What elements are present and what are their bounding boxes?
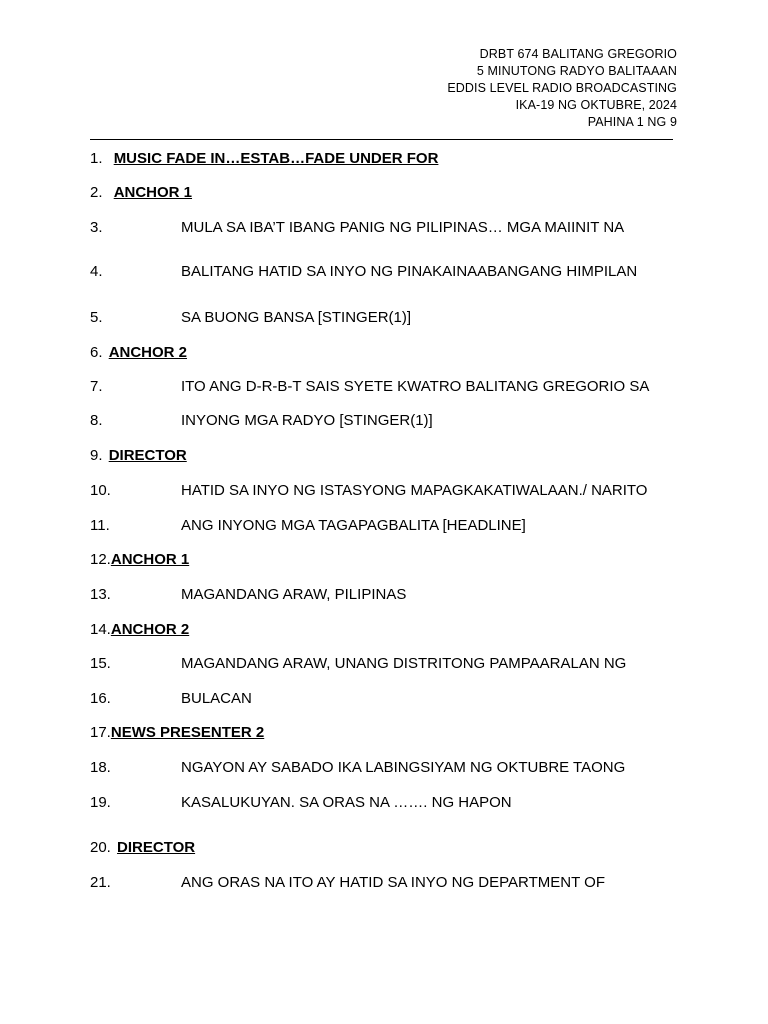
script-line-9 — [90, 447, 187, 464]
dialogue-text: MULA SA IBA’T IBANG PANIG NG PILIPINAS… MGA MAIINIT NA — [181, 219, 625, 236]
line-number: 12. — [90, 551, 111, 568]
script-line-17 — [90, 724, 264, 741]
script-line-6 — [90, 344, 187, 361]
script-line-20 — [90, 839, 195, 856]
cue-label: ANCHOR 1 — [113, 184, 193, 201]
dialogue-text: HATID SA INYO NG ISTASYONG MAPAGKAKATIWALAAN./ NARITO — [181, 482, 648, 499]
document-header — [447, 46, 677, 131]
line-number: 8. — [90, 412, 103, 429]
line-number: 1. — [90, 150, 103, 167]
cue-label: DIRECTOR — [117, 839, 196, 856]
line-number: 20. — [90, 839, 111, 856]
dialogue-text: BALITANG HATID SA INYO NG PINAKAINAABANGANG HIMPILAN — [181, 263, 638, 280]
line-number: 5. — [90, 309, 103, 326]
script-line-15 — [90, 655, 627, 672]
script-line-12 — [90, 551, 189, 568]
script-line-1 — [90, 150, 438, 167]
line-number: 21. — [90, 874, 111, 891]
program-code: DRBT 674 BALITANG GREGORIO — [479, 47, 677, 61]
cue-label: ANCHOR 2 — [108, 344, 188, 361]
line-number: 11. — [90, 517, 110, 534]
script-line-10 — [90, 482, 648, 499]
dialogue-text: SA BUONG BANSA [STINGER(1)] — [181, 309, 412, 326]
line-number: 7. — [90, 378, 103, 395]
script-line-8 — [90, 412, 433, 429]
broadcast-date: IKA-19 NG OKTUBRE, 2024 — [515, 98, 677, 112]
line-number: 4. — [90, 263, 103, 280]
script-line-2 — [90, 184, 192, 201]
cue-label: NEWS PRESENTER 2 — [110, 724, 265, 741]
page-indicator: PAHINA 1 NG 9 — [587, 115, 677, 129]
line-number: 17. — [90, 724, 111, 741]
dialogue-text: MAGANDANG ARAW, PILIPINAS — [181, 586, 407, 603]
dialogue-text: ANG INYONG MGA TAGAPAGBALITA [HEADLINE] — [181, 517, 526, 534]
script-line-11 — [90, 517, 526, 534]
dialogue-text: INYONG MGA RADYO [STINGER(1)] — [181, 412, 433, 429]
dialogue-text: BULACAN — [181, 690, 252, 707]
line-number: 10. — [90, 482, 111, 499]
line-number: 19. — [90, 794, 111, 811]
script-line-21 — [90, 874, 605, 891]
script-line-5 — [90, 309, 412, 326]
line-number: 3. — [90, 219, 103, 236]
line-number: 14. — [90, 621, 111, 638]
script-line-4 — [90, 263, 638, 280]
script-line-13 — [90, 586, 407, 603]
script-line-19 — [90, 794, 512, 811]
dialogue-text: ANG ORAS NA ITO AY HATID SA INYO NG DEPARTMENT OF — [181, 874, 605, 891]
cue-label: ANCHOR 1 — [110, 551, 190, 568]
dialogue-text: NGAYON AY SABADO IKA LABINGSIYAM NG OKTUBRE TAONG — [181, 759, 626, 776]
line-number: 6. — [90, 344, 103, 361]
program-description: 5 MINUTONG RADYO BALITAAAN — [476, 64, 677, 78]
line-number: 2. — [90, 184, 103, 201]
dialogue-text: ITO ANG D-R-B-T SAIS SYETE KWATRO BALITANG GREGORIO SA — [181, 378, 650, 395]
line-number: 9. — [90, 447, 103, 464]
cue-label: MUSIC FADE IN…ESTAB…FADE UNDER FOR — [113, 150, 439, 167]
line-number: 15. — [90, 655, 111, 672]
contest-level: EDDIS LEVEL RADIO BROADCASTING — [447, 81, 677, 95]
script-line-16 — [90, 690, 252, 707]
dialogue-text: MAGANDANG ARAW, UNANG DISTRITONG PAMPAARALAN NG — [181, 655, 627, 672]
script-line-14 — [90, 621, 189, 638]
line-number: 16. — [90, 690, 111, 707]
script-line-18 — [90, 759, 626, 776]
cue-label: ANCHOR 2 — [110, 621, 190, 638]
header-divider — [90, 139, 673, 140]
cue-label: DIRECTOR — [108, 447, 187, 464]
script-line-3 — [90, 219, 625, 236]
script-line-7 — [90, 378, 650, 395]
dialogue-text: KASALUKUYAN. SA ORAS NA ……. NG HAPON — [181, 794, 512, 811]
line-number: 13. — [90, 586, 111, 603]
line-number: 18. — [90, 759, 111, 776]
